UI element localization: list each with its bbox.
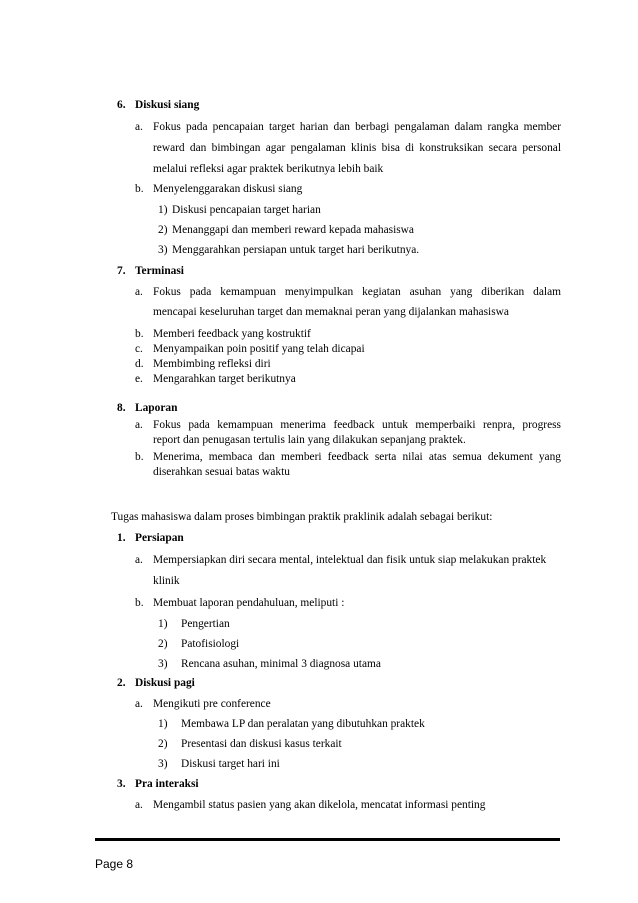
section-7-a-line-1: Fokus pada kemampuan menyimpulkan kegiatan asuhan yang diberikan dalam: [153, 286, 561, 298]
section-7-c-marker: c.: [135, 343, 143, 355]
task-1-a-line-1: Mempersiapkan diri secara mental, intelektual dan fisik untuk siap melakukan praktek: [153, 554, 547, 566]
task-1-number: 1.: [117, 532, 126, 544]
section-6-sub-3-text: Menggarahkan persiapan untuk target hari berikutnya.: [172, 244, 420, 256]
section-6-sub-2-number: 2): [158, 224, 168, 236]
section-8-a-line-1: Fokus pada kemampuan menerima feedback untuk memperbaiki renpra, progress: [153, 419, 561, 431]
task-2-sub-3-number: 3): [158, 758, 168, 770]
task-1-sub-2-number: 2): [158, 638, 168, 650]
section-7-e-marker: e.: [135, 373, 143, 385]
footer-rule: [95, 838, 560, 841]
section-6-a-line-2: reward dan bimbingan agar pengalaman klinis bisa di konstruksikan secara personal: [153, 142, 561, 154]
task-1-sub-2-text: Patofisiologi: [181, 638, 240, 650]
task-2-sub-2-text: Presentasi dan diskusi kasus terkait: [181, 738, 342, 750]
section-7-b-text: Memberi feedback yang kostruktif: [153, 328, 311, 340]
task-1-sub-1-text: Pengertian: [181, 618, 230, 630]
section-7-b-marker: b.: [135, 328, 144, 340]
section-6-number: 6.: [117, 99, 126, 111]
task-2-a-marker: a.: [135, 698, 143, 710]
section-6-b-text: Menyelenggarakan diskusi siang: [153, 183, 303, 195]
section-7-a-line-2: mencapai keseluruhan target dan memaknai peran yang dijalankan mahasiswa: [153, 306, 509, 318]
section-7-d-marker: d.: [135, 358, 144, 370]
page-number: Page 8: [95, 857, 134, 871]
section-8-b-line-2: diserahkan sesuai batas waktu: [153, 466, 290, 478]
section-8-a-marker: a.: [135, 419, 143, 431]
section-8-title: Laporan: [135, 402, 178, 414]
section-6-b-marker: b.: [135, 183, 144, 195]
task-1-a-marker: a.: [135, 554, 143, 566]
section-7-a-marker: a.: [135, 286, 143, 298]
task-1-sub-3-text: Rencana asuhan, minimal 3 diagnosa utama: [181, 658, 381, 670]
section-6-title: Diskusi siang: [135, 99, 200, 111]
task-1-title: Persiapan: [135, 532, 184, 544]
task-3-a-text: Mengambil status pasien yang akan dikelola, mencatat informasi penting: [153, 799, 486, 811]
task-1-sub-3-number: 3): [158, 658, 168, 670]
task-1-b-marker: b.: [135, 597, 144, 609]
task-2-sub-1-number: 1): [158, 718, 168, 730]
section-6-a-marker: a.: [135, 121, 143, 133]
section-6-sub-1-number: 1): [158, 204, 168, 216]
section-6-sub-2-text: Menanggapi dan memberi reward kepada mahasiswa: [172, 224, 414, 236]
task-3-a-marker: a.: [135, 799, 143, 811]
section-6-sub-3-number: 3): [158, 244, 168, 256]
task-3-number: 3.: [117, 778, 126, 790]
section-6-sub-1-text: Diskusi pencapaian target harian: [172, 204, 321, 216]
section-8-b-line-1: Menerima, membaca dan memberi feedback serta nilai atas semua dekument yang: [153, 451, 561, 463]
section-6-a-line-1: Fokus pada pencapaian target harian dan berbagi pengalaman dalam rangka member: [153, 121, 561, 133]
task-2-sub-1-text: Membawa LP dan peralatan yang dibutuhkan praktek: [181, 718, 425, 730]
section-7-title: Terminasi: [135, 265, 184, 277]
task-2-title: Diskusi pagi: [135, 677, 195, 689]
task-3-title: Pra interaksi: [135, 778, 199, 790]
section-6-a-line-3: melalui refleksi agar praktek berikutnya lebih baik: [153, 163, 384, 175]
task-2-a-text: Mengikuti pre conference: [153, 698, 271, 710]
section-8-number: 8.: [117, 402, 126, 414]
section-8-a-line-2: report dan penugasan tertulis lain yang dilakukan sepanjang praktek.: [153, 434, 466, 446]
section-8-b-marker: b.: [135, 451, 144, 463]
section-7-d-text: Membimbing refleksi diri: [153, 358, 271, 370]
section-7-c-text: Menyampaikan poin positif yang telah dicapai: [153, 343, 365, 355]
task-2-sub-3-text: Diskusi target hari ini: [181, 758, 280, 770]
section-7-number: 7.: [117, 265, 126, 277]
section-7-e-text: Mengarahkan target berikutnya: [153, 373, 296, 385]
task-1-sub-1-number: 1): [158, 618, 168, 630]
task-1-b-text: Membuat laporan pendahuluan, meliputi :: [153, 597, 345, 609]
task-1-a-line-2: klinik: [153, 575, 180, 587]
task-2-sub-2-number: 2): [158, 738, 168, 750]
task-2-number: 2.: [117, 677, 126, 689]
tasks-intro: Tugas mahasiswa dalam proses bimbingan praktik praklinik adalah sebagai berikut:: [111, 511, 493, 523]
